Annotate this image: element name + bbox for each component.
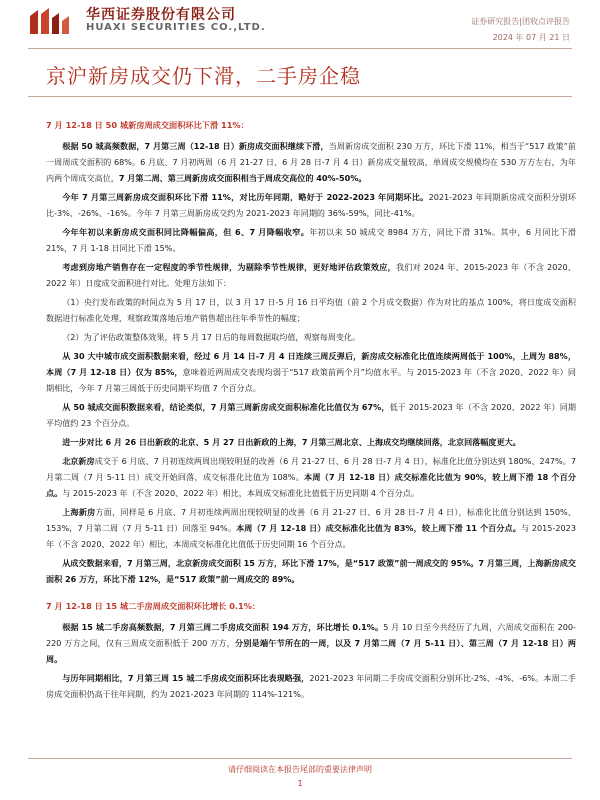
paragraph: 根据 50 城高频数据，7 月第三周（12-18 日）新房成交面积继续下滑，当周新房成交面积 230 万方，环比下滑 11%，相当于“517 政策”前一周周成交面积的 68%。6 月底、7 月初两周（6 月 21-27 日、6 月 28 日-7 月 4 日）新房成交量较高，单周成交规模均在 530 万方左右，为年内两个周成交高位，7 月第二周、第三周新房成交面积相当于周成交高位的 40%-50%。 [46,141,576,183]
company-name-cn: 华西证券股份有限公司 [86,7,236,23]
paragraph: （2）为了评估政策整体效果，将 5 月 17 日后的每周数据取均值，观察每周变化。 [62,332,361,342]
paragraph: 根据 15 城二手房高频数据，7 月第三周二手房成交面积 194 万方，环比增长 0.1%。5 月 10 日至今共经历了九周，六周成交面积在 200-220 万方之间，仅有三周成交面积低于 200 万方，分别是端午节所在的一周，以及 7 月第二周（7 月 5-11 日）、第三周（7 月 12-18 日）两周。 [46,622,577,664]
report-title: 京沪新房成交仍下滑，二手房企稳 [46,64,361,88]
huaxi-logo-icon [28,6,82,36]
title-divider [28,96,572,97]
report-body [46,118,576,705]
company-name-en: HUAXI SECURITIES CO.,LTD. [86,22,266,33]
section-heading-new-homes: 7 月 12-18 日 50 城新房周成交面积环比下滑 11%： [46,120,249,130]
page-header [0,0,600,60]
paragraph: 从成交数据来看，7 月第三周，北京新房成交面积 15 万方，环比下滑 17%，是“517 政策”前一周成交的 95%。7 月第三周，上海新房成交面积 26 万方，环比下滑 12%，是“517 政策”前一周成交的 89%。 [46,558,576,584]
paragraph: 与历年同期相比，7 月第三周 15 城二手房成交面积环比表现略强，2021-2023 年同期二手房成交面积分别环比-2%、-4%、-6%。本周二手房成交面积仍高于往年同期，约为 2021-2023 年同期的 114%-121%。 [46,673,576,699]
legal-disclaimer: 请仔细阅读在本报告尾部的重要法律声明 [228,765,372,774]
paragraph: 今年年初以来新房成交面积同比降幅偏高，但 6、7 月降幅收窄。年初以来 50 城成交 8984 万方，同比下滑 31%。其中，6 月同比下滑 21%，7 月 1-18 日同比下滑 15%。 [46,227,576,253]
paragraph: 今年 7 月第三周新房成交面积环比下滑 11%，对比历年同期，略好于 2022-2023 年同期环比。2021-2023 年同期新房成交面积分别环比-3%、-26%、-16%。今年 7 月第三周新房成交约为 2021-2023 年同期的 36%-59%，同比-41%。 [46,192,576,218]
report-type: 证券研究报告|团收点评报告 [471,17,570,26]
paragraph: （1）央行发布政策的时间点为 5 月 17 日，以 3 月 17 日-5 月 16 日平均值（前 2 个月成交数据）作为对比的基点 100%，将日度成交面积数据进行标准化处理，观察政策落地后地产销售超出往年季节性的幅度； [46,297,576,323]
footer-divider [28,758,572,759]
paragraph: 进一步对比 6 月 26 日出新政的北京、5 月 27 日出新政的上海，7 月第三周北京、上海成交均继续回落，北京回落幅度更大。 [62,437,521,447]
paragraph: 从 50 城成交面积数据来看，结论类似，7 月第三周新房成交面积标准化比值仅为 67%，低于 2015-2023 年（不含 2020、2022 年）同期平均值约 23 个百分点。 [46,402,577,428]
report-date: 2024 年 07 月 21 日 [492,33,570,42]
paragraph: 北京新房成交于 6 月底、7 月初连续两周出现较明显的改善（6 月 21-27 日、6 月 28 日-7 月 4 日），标准化比值分别达到 180%、247%。7 月第二周（7 月 5-11 日）成交开始回落，成交标准化比值为 108%。本周（7 月 12-18 日）成交标准化比值为 90%，较上周下滑 18 个百分点。与 2015-2023 年（不含 2020、2022 年）相比，本周成交标准化比值低于历史同期 4 个百分点。 [46,456,577,498]
page-number: 1 [297,779,303,788]
section-heading-second-hand: 7 月 12-18 日 15 城二手房周成交面积环比增长 0.1%： [46,601,261,611]
paragraph: 考虑到房地产销售存在一定程度的季节性规律，为剔除季节性规律，更好地评估政策效应，我们对 2024 年、2015-2023 年（不含 2020、2022 年）日度成交面积进行对比。处理方法如下： [46,262,576,288]
paragraph: 上海新房方面，同样是 6 月底、7 月初连续两周出现较明显的改善（6 月 21-27 日、6 月 28 日-7 月 4 日），标准化比值分别达到 150%、153%，7 月第二周（7 月 5-11 日）回落至 94%。本周（7 月 12-18 日）成交标准化比值为 83%，较上周下滑 11 个百分点。与 2015-2023 年（不含 2020、2022 年）相比，本周成交标准化比值低于历史同期 16 个百分点。 [46,507,576,549]
header-divider [28,48,572,49]
paragraph: 从 30 大中城市成交面积数据来看，经过 6 月 14 日-7 月 4 日连续三周反弹后，新房成交标准化比值连续两周低于 100%，上周为 88%，本周（7 月 12-18 日）仅为 85%，意味着近两周成交表现均弱于“517 政策前两个月”均值水平。与 2015-2023 年（不含 2020、2022 年）同期相比，今年 7 月第三周低于历史同期平均值 7 个百分点。 [46,351,576,393]
